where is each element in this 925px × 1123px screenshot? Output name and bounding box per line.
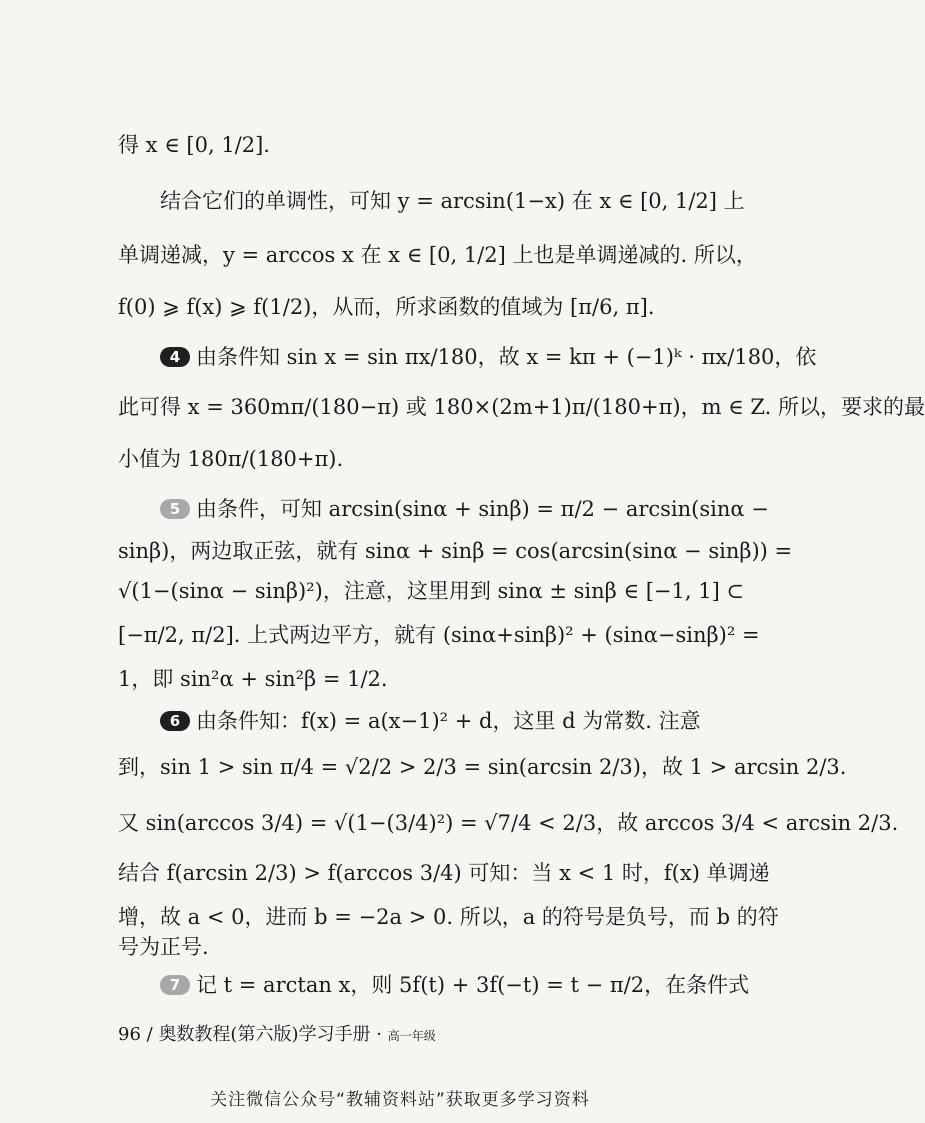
problem-4: [160, 342, 817, 372]
separator-dot: ·: [376, 1024, 382, 1045]
text-line: 增，故 a < 0，进而 b = −2a > 0. 所以，a 的符号是负号，而 b 的符: [118, 905, 779, 929]
page-footer: [118, 1022, 436, 1049]
text-line: 得 x ∈ [0, 1/2].: [118, 133, 270, 157]
problem-number-badge: 7: [160, 975, 190, 995]
text-line: 由条件，可知 arcsin(sinα + sinβ) = π/2 − arcsin(sinα −: [196, 497, 769, 521]
text-line: 又 sin(arccos 3/4) = √(1−(3/4)²) = √7/4 < 2/3，故 arccos 3/4 < arcsin 2/3.: [118, 811, 899, 835]
text-line: 结合 f(arcsin 2/3) > f(arccos 3/4) 可知：当 x < 1 时，f(x) 单调递: [118, 861, 770, 885]
text-line: 由条件知 sin x = sin πx/180，故 x = kπ + (−1)ᵏ · πx/180，依: [196, 345, 817, 369]
watermark-text: 关注微信公众号“教辅资料站”获取更多学习资料: [210, 1090, 590, 1110]
text-line: 1，即 sin²α + sin²β = 1/2.: [118, 667, 388, 691]
text-line: 此可得 x = 360mπ/(180−π) 或 180×(2m+1)π/(180+π)，m ∈ Z. 所以，要求的最: [118, 395, 925, 419]
problem-7: [160, 970, 750, 1000]
problem-number-badge: 4: [160, 347, 190, 367]
text-line: f(0) ⩾ f(x) ⩾ f(1/2)，从而，所求函数的值域为 [π/6, π].: [118, 295, 655, 319]
text-line: √(1−(sinα − sinβ)²)，注意，这里用到 sinα ± sinβ ∈ [−1, 1] ⊂: [118, 579, 745, 603]
problem-number-badge: 6: [160, 711, 190, 731]
problem-5: [160, 494, 769, 524]
problem-6: [160, 706, 730, 736]
text-line: 单调递减，y = arccos x 在 x ∈ [0, 1/2] 上也是单调递减的. 所以，: [118, 243, 757, 267]
text-line: [−π/2, π/2]. 上式两边平方，就有 (sinα+sinβ)² + (sinα−sinβ)² =: [118, 623, 760, 647]
grade-label: 高一年级: [387, 1029, 436, 1043]
text-line: 小值为 180π/(180+π).: [118, 447, 344, 471]
page-number: 96 /: [118, 1024, 153, 1045]
text-line: 号为正号.: [118, 935, 209, 959]
text-line: sinβ)，两边取正弦，就有 sinα + sinβ = cos(arcsin(sinα − sinβ)) =: [118, 539, 793, 563]
text-line: 由条件知：f(x) = a(x−1)² + d，这里 d 为常数. 注意: [196, 709, 701, 733]
text-line: 记 t = arctan x，则 5f(t) + 3f(−t) = t − π/2，在条件式: [196, 973, 750, 997]
text-line: 到，sin 1 > sin π/4 = √2/2 > 2/3 = sin(arcsin 2/3)，故 1 > arcsin 2/3.: [118, 755, 847, 779]
book-title: 奥数教程(第六版)学习手册: [158, 1024, 371, 1045]
problem-number-badge: 5: [160, 499, 190, 519]
text-line: 结合它们的单调性，可知 y = arcsin(1−x) 在 x ∈ [0, 1/2] 上: [160, 189, 745, 213]
